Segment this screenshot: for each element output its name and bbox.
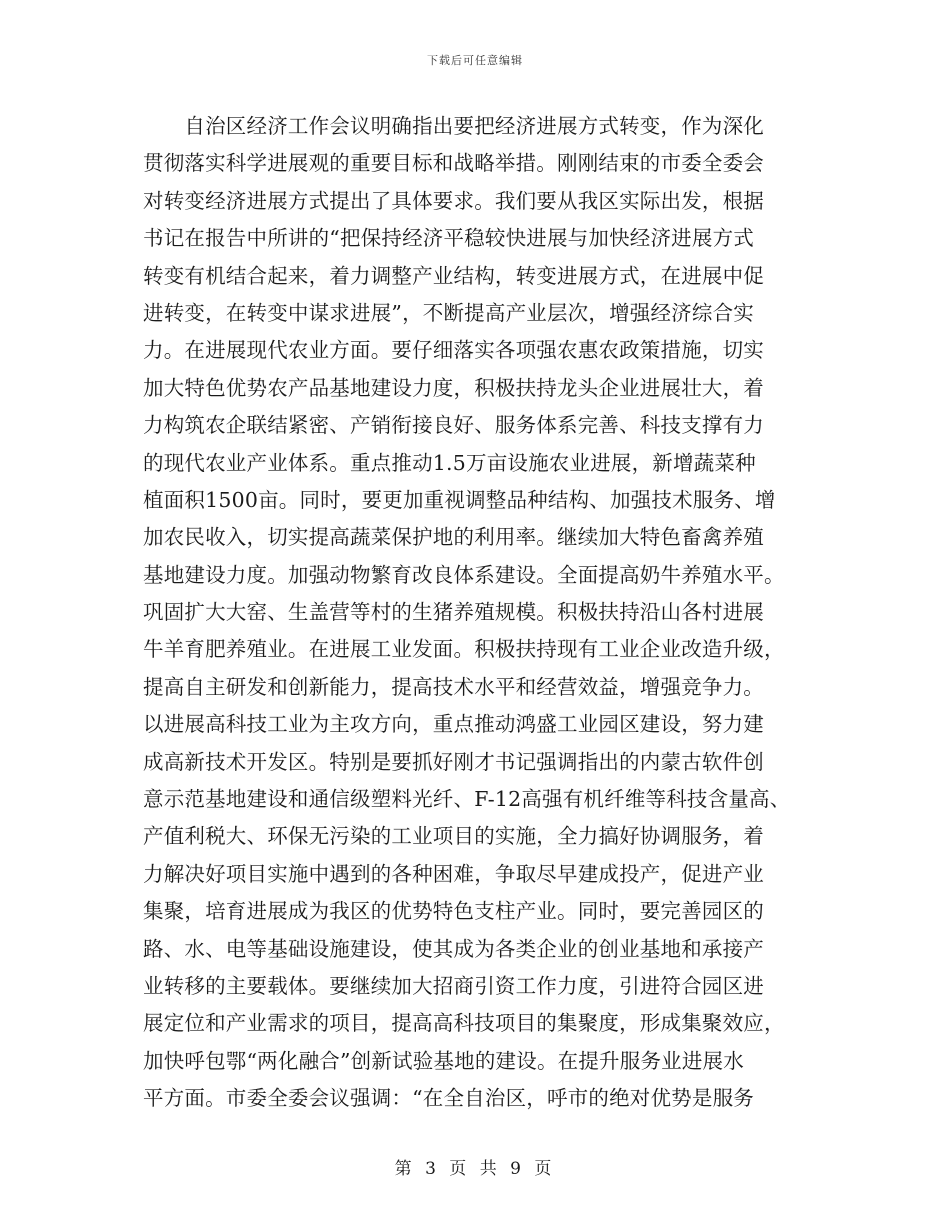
page-header: 下载后可任意编辑 [427,54,523,67]
text-line: 书记在报告中所讲的“把保持经济平稳较快进展与加快经济进展方式 [143,226,754,251]
text-line: 产值利税大、环保无污染的工业项目的实施，全力搞好协调服务，着 [143,824,764,849]
text-line: 贯彻落实科学进展观的重要目标和战略举措。刚刚结束的市委全委会 [143,151,764,176]
text-line: 进转变，在转变中谋求进展”，不断提高产业层次，增强经济综合实 [143,300,754,325]
text-line: 植面积1500亩。同时，要更加重视调整品种结构、加强技术服务、增 [143,487,776,512]
text-line: 展定位和产业需求的项目，提高高科技项目的集聚度，形成集聚效应， [143,1011,785,1036]
text-line: 加农民收入，切实提高蔬菜保护地的利用率。继续加大特色畜禽养殖 [143,525,764,550]
text-line: 平方面。市委全委会议强调：“在全自治区，呼市的绝对优势是服务 [143,1086,754,1111]
text-line: 以进展高科技工业为主攻方向，重点推动鸿盛工业园区建设，努力建 [143,712,764,737]
text-line: 意示范基地建设和通信级塑料光纤、F-12高强有机纤维等科技含量高、 [143,787,791,812]
text-line: 加大特色优势农产品基地建设力度，积极扶持龙头企业进展壮大，着 [143,375,764,400]
page-footer: 第 3 页 共 9 页 [394,1159,556,1179]
text-line: 路、水、电等基础设施建设，使其成为各类企业的创业基地和承接产 [143,936,764,961]
text-line: 牛羊育肥养殖业。在进展工业发面。积极扶持现有工业企业改造升级， [143,637,785,662]
text-line: 业转移的主要载体。要继续加大招商引资工作力度，引进符合园区进 [143,973,764,998]
text-line: 力构筑农企联结紧密、产销衔接良好、服务体系完善、科技支撑有力 [143,413,764,438]
text-line: 集聚，培育进展成为我区的优势特色支柱产业。同时，要完善园区的 [143,899,764,924]
text-line: 转变有机结合起来，着力调整产业结构，转变进展方式，在进展中促 [143,263,764,288]
text-line: 的现代农业产业体系。重点推动1.5万亩设施农业进展，新增蔬菜种 [143,450,756,475]
text-line: 成高新技术开发区。特别是要抓好刚才书记强调指出的内蒙古软件创 [143,749,764,774]
text-line: 自治区经济工作会议明确指出要把经济进展方式转变，作为深化 [143,114,764,138]
text-line: 力。在进展现代农业方面。要仔细落实各项强农惠农政策措施，切实 [143,338,764,363]
body-text [143,108,813,1118]
text-line: 提高自主研发和创新能力，提高技术水平和经营效益，增强竞争力。 [143,674,764,699]
text-line: 对转变经济进展方式提出了具体要求。我们要从我区实际出发，根据 [143,188,764,213]
text-line: 力解决好项目实施中遇到的各种困难，争取尽早建成投产，促进产业 [143,861,764,886]
text-line: 基地建设力度。加强动物繁育改良体系建设。全面提高奶牛养殖水平。 [143,562,785,587]
text-line: 巩固扩大大窑、生盖营等村的生猪养殖规模。积极扶持沿山各村进展 [143,600,764,625]
text-line: 加快呼包鄂“两化融合”创新试验基地的建设。在提升服务业进展水 [143,1048,744,1073]
